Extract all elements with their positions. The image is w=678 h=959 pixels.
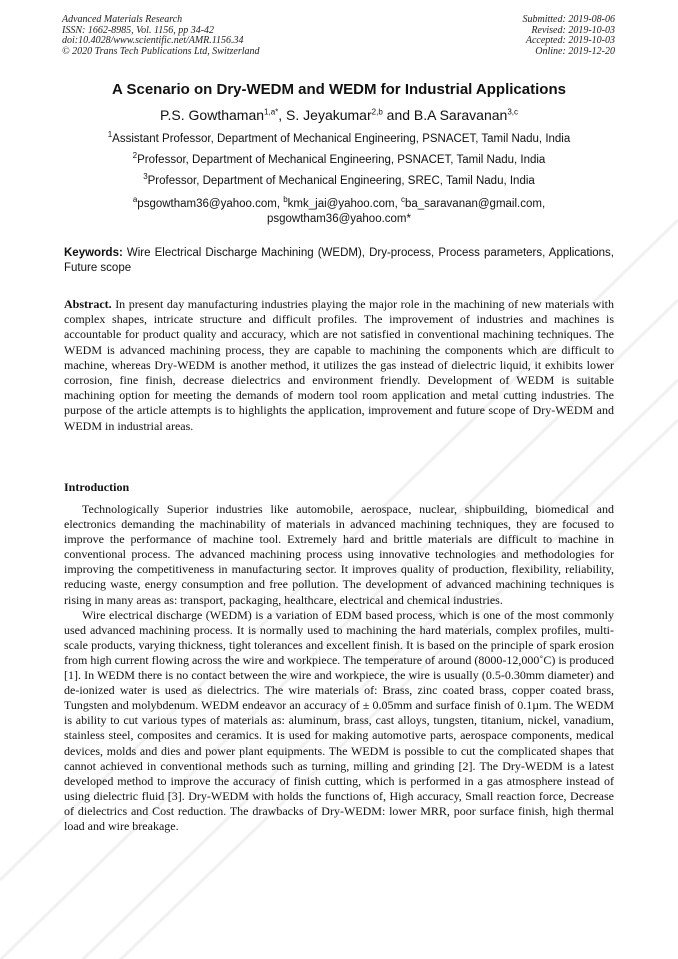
author-list	[0, 107, 678, 123]
journal-issn: ISSN: 1662-8985, Vol. 1156, pp 34-42	[62, 24, 215, 36]
introduction-paragraph: Wire electrical discharge (WEDM) is a variation of EDM based process, which is one of the most commonly used advanced machining process. It is normally used to machining the hard materials, complex profiles, multi-scale products, varying thickness, tight tolerances and excellent finish. It is based on the principle of spark erosion from high current flowing across the wire and workpiece. The temperature of around (8000-12,000˚C) is produced [1]. In WEDM there is no contact between the wire and workpiece, the wire is usually (0.5-0.30mm diameter) and de-ionized water is used as dielectrics. The wire materials of: Brass, zinc coated brass, copper coated brass, Tungsten and molybdenum. WEDM endeavor an accuracy of ± 0.05mm and surface finish of 0.1µm. The WEDM is ability to cut various types of materials as: aluminum, brass, cast alloys, tungsten, titanium, nickel, vanadium, stainless steel, composites and ceramics. It is used for making automotive parts, aerospace components, medical devices, molds and dies and power plant equipments. The WEDM is possible to cut the complicated shapes that cannot achieved in conventional methods such as turning, milling and grinding [2]. The Dry-WEDM is a latest developed method to improve the accuracy of finish cutting, which is performed in a gas atmosphere instead of using dielectric fluid [3]. Dry-WEDM with holds the functions of, High accuracy, Small reaction force, Decrease of dielectrics and Cost reduction. The drawbacks of Dry-WEDM: lower MRR, poor surface finish, high thermal load and wire breakage.	[64, 607, 614, 833]
abstract-text: In present day manufacturing industries playing the major role in the machining of new materials with complex shapes, intricate structure and difficult profiles. The improvement of industries and machines is accountable for product quality and accuracy, which are not satisfied in conventional machining techniques. The WEDM is advanced machining process, they are capable to machining the components which are difficult to machine, whereas Dry-WEDM is another method, it utilizes the gas instead of dielectric liquid, it exhibits lower corrosion, fine finish, decrease dielectrics and environment friendly. Development of WEDM is suitable machining option for meeting the demands of modern tool room application and metal cutting industries. The purpose of the article attempts is to highlights the application, improvement and future scope of Dry-WEDM and WEDM in industrial areas.	[64, 297, 614, 433]
section-heading-introduction: Introduction	[64, 480, 130, 494]
affiliation-sup: 2	[132, 151, 138, 161]
author-name: P.S. Gowthaman	[160, 107, 265, 123]
submission-dates	[523, 15, 616, 57]
abstract-label: Abstract.	[64, 297, 112, 311]
keywords-label: Keywords:	[64, 247, 123, 259]
introduction-paragraph: Technologically Superior industries like automobile, aerospace, nuclear, shipbuilding, biomedical and electronics demanding the machinability of materials in advanced machining techniques, they are focused to improve the performance of machine tool. Extremely hard and brittle materials are difficult to machine in conventional process. The advanced machining process using innovative technologies and methodologies for improving the competitiveness in manufacturing sector. It improves quality of production, flexibility, reliability, reducing waste, energy consumption and free pollution. The development of advanced machining techniques is rising in many areas as: transport, packaging, healthcare, electrical and chemical industries.	[64, 502, 614, 607]
keywords	[64, 246, 614, 276]
affiliation-text: Professor, Department of Mechanical Engineering, SREC, Tamil Nadu, India	[147, 175, 535, 187]
email-sup: a	[132, 195, 138, 205]
date-accepted: Accepted: 2019-10-03	[525, 35, 615, 46]
author-name: B.A Saravanan	[413, 107, 508, 123]
author-sup: 2,b	[371, 107, 383, 117]
email-sup: b	[283, 195, 288, 205]
journal-info	[62, 15, 260, 57]
journal-doi: doi:10.4028/www.scientific.net/AMR.1156.34	[62, 35, 244, 46]
affiliation-2	[0, 151, 678, 166]
journal-copyright: © 2020 Trans Tech Publications Ltd, Switzerland	[62, 45, 260, 57]
author-emails: $^a$psgowtham36@yahoo.com, $^b$kmk_jai@yahoo.com, $^c$ba_saravanan@gmail.com, psgowtham36@yahoo.com*	[60, 197, 618, 227]
affiliation-text: Professor, Department of Mechanical Engineering, PSNACET, Tamil Nadu, India	[137, 154, 546, 166]
email-b[interactable]: kmk_jai@yahoo.com	[287, 198, 395, 210]
author-sup: 3,c	[507, 107, 518, 117]
date-submitted: Submitted: 2019-08-06	[522, 14, 615, 25]
affiliation-3	[0, 172, 678, 187]
email-sup: c	[400, 195, 405, 205]
author-sup: 1,a*	[264, 107, 279, 117]
keywords-text: Wire Electrical Discharge Machining (WEDM), Dry-process, Process parameters, Applications, Future scope	[64, 247, 614, 274]
abstract	[64, 297, 614, 434]
email-a[interactable]: psgowtham36@yahoo.com	[137, 198, 277, 210]
author-sep: ,	[278, 107, 287, 123]
paper-title: A Scenario on Dry-WEDM and WEDM for Industrial Applications	[112, 81, 566, 98]
email-corresponding[interactable]: psgowtham36@yahoo.com*	[266, 213, 411, 225]
journal-name: Advanced Materials Research	[62, 14, 183, 25]
affiliation-1	[0, 130, 678, 145]
introduction-body	[64, 502, 614, 834]
date-online: Online: 2019-12-20	[535, 45, 615, 57]
affiliation-text: Assistant Professor, Department of Mechanical Engineering, PSNACET, Tamil Nadu, India	[112, 133, 571, 145]
email-c[interactable]: ba_saravanan@gmail.com	[404, 198, 542, 210]
author-sep: and	[382, 107, 414, 123]
affiliation-sup: 3	[143, 172, 148, 182]
affiliation-sup: 1	[107, 130, 113, 140]
author-name: S. Jeyakumar	[286, 107, 372, 123]
date-revised: Revised: 2019-10-03	[531, 24, 615, 36]
